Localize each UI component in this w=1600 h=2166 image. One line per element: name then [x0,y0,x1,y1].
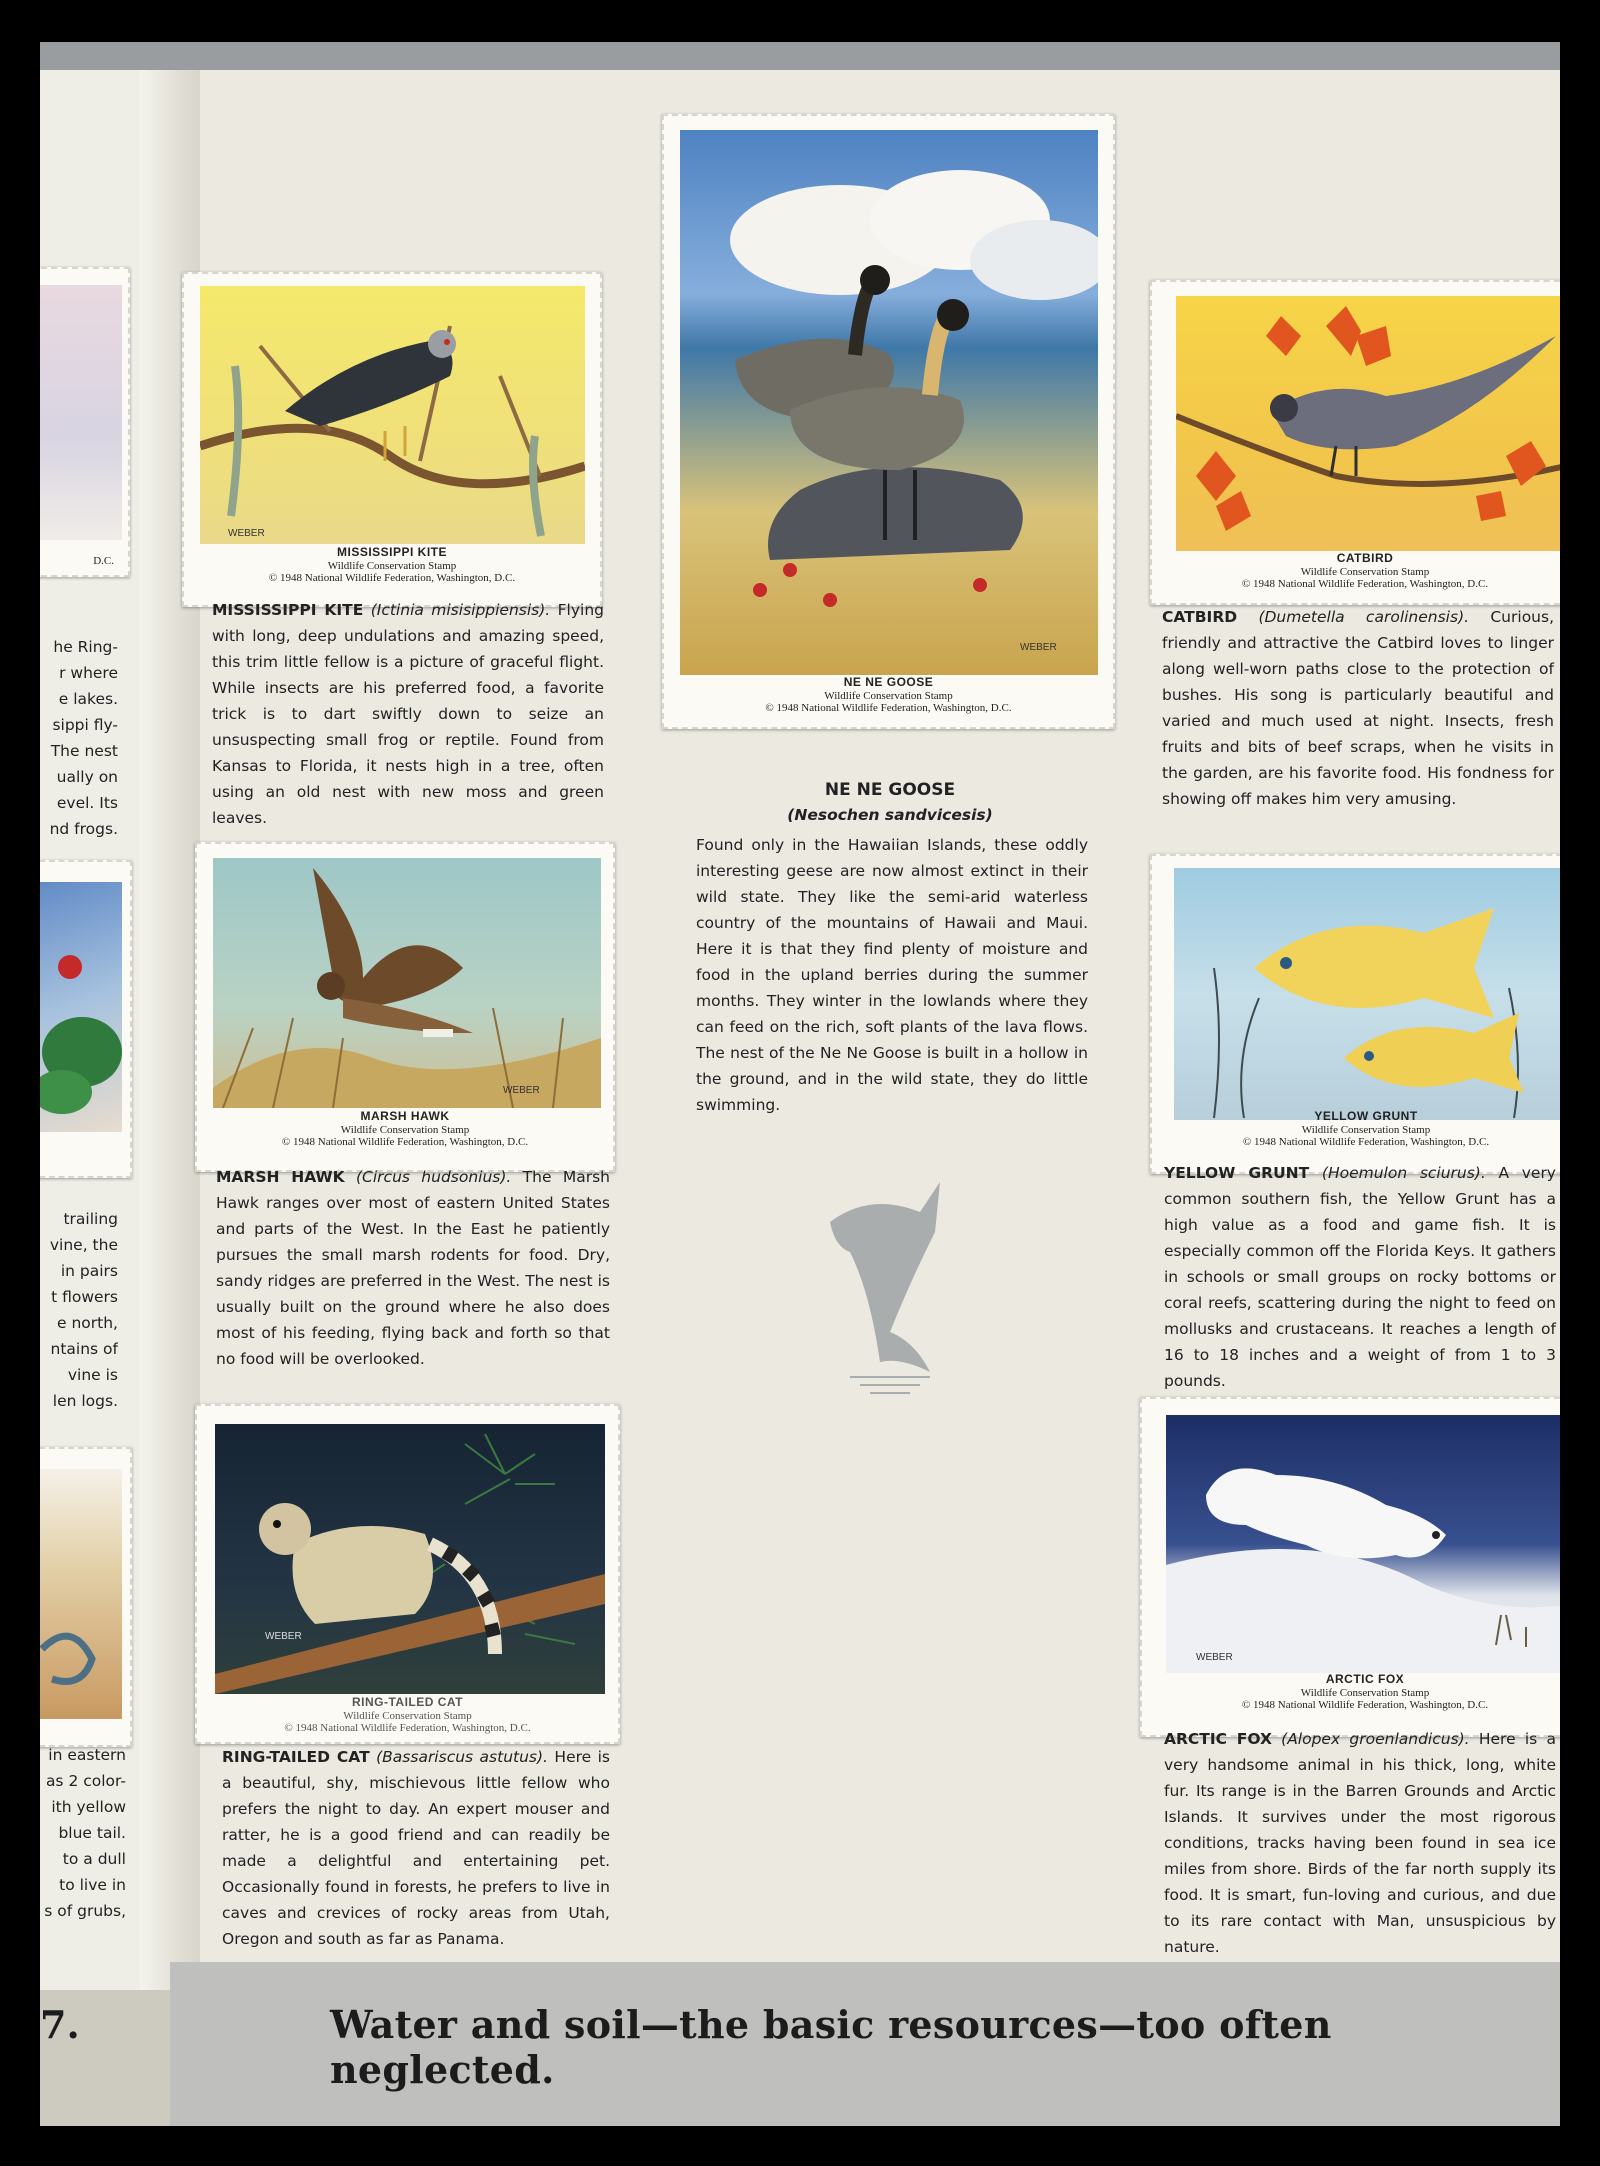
left-fragment-line: sippi fly- [52,716,118,734]
banner-slogan: Water and soil—the basic resources—too often neglected. [330,2002,1332,2092]
stamp-ring-tailed-cat [195,1404,620,1744]
left-fragment-line: The nest [50,742,118,760]
description-arctic-fox [1164,1726,1556,1960]
left-fragment-line: as 2 color- [45,1772,126,1790]
stamp-name: NE NE GOOSE [843,675,934,689]
left-fragment-line: s of grubs, [44,1902,126,1920]
stamp-line2: © 1948 National Wildlife Federation, Washington, D.C. [284,1722,531,1735]
desc-text: Curious, friendly and attractive the Catbird loves to linger along well-worn paths close to the protection of bushes. His song is particularly beautiful and varied and much used at night. Insects, fresh fruits and bits of beef scraps, when he visits in the garden, are his favorite food. His fondness for showing off makes him very amusing. [1162,608,1554,808]
stamp-yellow-grunt [1150,854,1560,1174]
left-fragment-line: ually on [56,768,118,786]
stamp-ne-ne-goose [662,114,1115,729]
artist-signature: WEBER [228,528,265,539]
desc-name: ARCTIC FOX [1164,1730,1272,1748]
partial-stamp-dc: D.C. [93,555,114,567]
desc-name: RING-TAILED CAT [222,1748,370,1766]
left-text-3 [40,1742,126,1924]
top-band [40,42,1560,70]
fish-emblem-icon [820,1172,960,1402]
desc-text: Here is a beautiful, shy, mischievous little fellow who prefers the night to day. An expert mouser and ratter, he is a good friend and can readily be made a delightful and entertaining pet. Occasionally found in forests, he prefers to live in caves and crevices of rocky areas from Utah, Oregon and south as far as Panama. [222,1748,610,1948]
desc-sci: (Hoemulon sciurus). [1321,1164,1486,1182]
partial-stamp-1 [40,267,130,577]
desc-name: MISSISSIPPI KITE [212,601,364,619]
stamp-line2: © 1948 National Wildlife Federation, Washington, D.C. [1242,1136,1490,1149]
stamp-line2: © 1948 National Wildlife Federation, Washington, D.C. [1241,1699,1489,1712]
stamp-line2: © 1948 National Wildlife Federation, Washington, D.C. [1241,578,1489,591]
stamp-line1: Wildlife Conservation Stamp [1301,1123,1431,1136]
left-fragment-line: nd frogs. [49,820,118,838]
left-fragment-line: t flowers [51,1288,118,1306]
desc-name: YELLOW GRUNT [1164,1164,1310,1182]
stamp-name: ARCTIC FOX [1325,1672,1405,1686]
left-fragment-line: r where [59,664,118,682]
desc-text: The Marsh Hawk ranges over most of eastern United States and parts of the West. In the East he patiently pursues the small marsh rodents for food. Dry, sandy ridges are preferred in the West. The nest is usually built on the ground where he also does most of his feeding, flying back and forth so that no food will be overlooked. [216,1168,610,1368]
partial-stamp-3 [40,1447,132,1747]
stamp-line2: © 1948 National Wildlife Federation, Washington, D.C. [765,702,1012,715]
stamp-line1: Wildlife Conservation Stamp [343,1709,472,1722]
description-ne-ne-goose [696,832,1088,1118]
stamp-name: YELLOW GRUNT [1314,1109,1418,1123]
stamp-marsh-hawk [195,842,615,1172]
stamp-line1: Wildlife Conservation Stamp [327,559,457,572]
left-fragment-line: blue tail. [58,1824,126,1842]
stamp-name: MISSISSIPPI KITE [336,545,448,559]
stamp-name: CATBIRD [1336,551,1394,565]
description-marsh-hawk [216,1164,610,1372]
left-text-2 [40,1206,118,1414]
album-page [40,42,1560,2126]
left-fragment-line: to a dull [62,1850,126,1868]
desc-sci: (Bassariscus astutus). [376,1748,548,1766]
left-fragment-line: vine is [67,1366,118,1384]
stamp-line1: Wildlife Conservation Stamp [1300,565,1430,578]
desc-sci: (Ictinia misisippiensis). [370,601,551,619]
desc-text: Flying with long, deep undulations and amazing speed, this trim little fellow is a picture of graceful flight. While insects are his preferred food, a favorite trick is to dart swiftly down to seize an unsuspecting small frog or reptile. Found from Kansas to Florida, it nests high in a tree, often using an old nest with new moss and green leaves. [212,601,605,827]
stamp-catbird [1150,280,1560,605]
goose-sci: (Nesochen sandvicesis) [787,806,993,824]
left-fragment-line: trailing [63,1210,118,1228]
left-fragment-line: in eastern [48,1746,126,1764]
goose-title: NE NE GOOSE [824,780,956,800]
left-fragment-line: e lakes. [58,690,118,708]
stamp-line1: Wildlife Conservation Stamp [824,689,953,702]
artist-signature: WEBER [1020,642,1057,653]
left-fragment-line: to live in [59,1876,126,1894]
stamp-name: RING-TAILED CAT [351,1695,464,1709]
stamp-name: MARSH HAWK [360,1109,450,1123]
artist-signature: WEBER [1196,1652,1233,1663]
stamp-line2: © 1948 National Wildlife Federation, Washington, D.C. [281,1136,529,1149]
desc-sci: (Alopex groenlandicus). [1281,1730,1470,1748]
left-fragment-line: ith yellow [51,1798,126,1816]
desc-text: Found only in the Hawaiian Islands, these oddly interesting geese are now almost extinct in their wild state. They like the semi-arid waterless country of the mountains of Hawaii and Maui. Here it is that they find plenty of moisture and food in the upland berries during the summer months. They winter in the lowlands where they can feed on the rich, soft plants of the lava flows. The nest of the Ne Ne Goose is built in a hollow in the ground, and in the wild state, they do little swimming. [696,836,1088,1114]
artist-signature: WEBER [503,1085,540,1096]
left-text-1 [40,634,118,842]
description-ring-tailed-cat [222,1744,610,1952]
artist-signature: WEBER [265,1631,302,1642]
stamp-arctic-fox [1140,1397,1560,1737]
desc-name: CATBIRD [1162,608,1238,626]
desc-sci: (Circus hudsonius). [356,1168,512,1186]
left-fragment-line: he Ring- [53,638,118,656]
description-yellow-grunt [1164,1160,1556,1394]
left-fragment-line: in pairs [60,1262,118,1280]
page-number: 7. [40,2002,80,2047]
partial-stamp-2 [40,860,132,1178]
left-fragment-line: ntains of [50,1340,118,1358]
left-fragment-line: evel. Its [56,794,118,812]
desc-text: Here is a very handsome animal in his thick, long, white fur. Its range is in the Barren Grounds and Arctic Islands. It survives under the most rigorous conditions, tracks having been found in sea ice miles from shore. Birds of the far north supply its food. It is smart, fun-loving and curious, and due to its rare contact with Man, unsuspicious by nature. [1164,1730,1556,1956]
left-fragment-line: vine, the [49,1236,118,1254]
description-catbird [1162,604,1554,812]
desc-sci: (Dumetella carolinensis). [1258,608,1470,626]
description-mississippi-kite [212,597,604,831]
left-fragment-line: e north, [57,1314,118,1332]
stamp-line2: © 1948 National Wildlife Federation, Washington, D.C. [268,572,516,585]
desc-name: MARSH HAWK [216,1168,345,1186]
desc-text: A very common southern fish, the Yellow Grunt has a high value as a food and game fish. It is especially common off the Florida Keys. It gathers in schools or small groups on rocky bottoms or coral reefs, scattering during the night to feed on mollusks and crustaceans. It reaches a length of 16 to 18 inches and a weight of from 1 to 3 pounds. [1164,1164,1556,1390]
stamp-line1: Wildlife Conservation Stamp [340,1123,470,1136]
left-fragment-line: len logs. [52,1392,118,1410]
stamp-mississippi-kite [182,272,602,607]
stamp-line1: Wildlife Conservation Stamp [1300,1686,1430,1699]
